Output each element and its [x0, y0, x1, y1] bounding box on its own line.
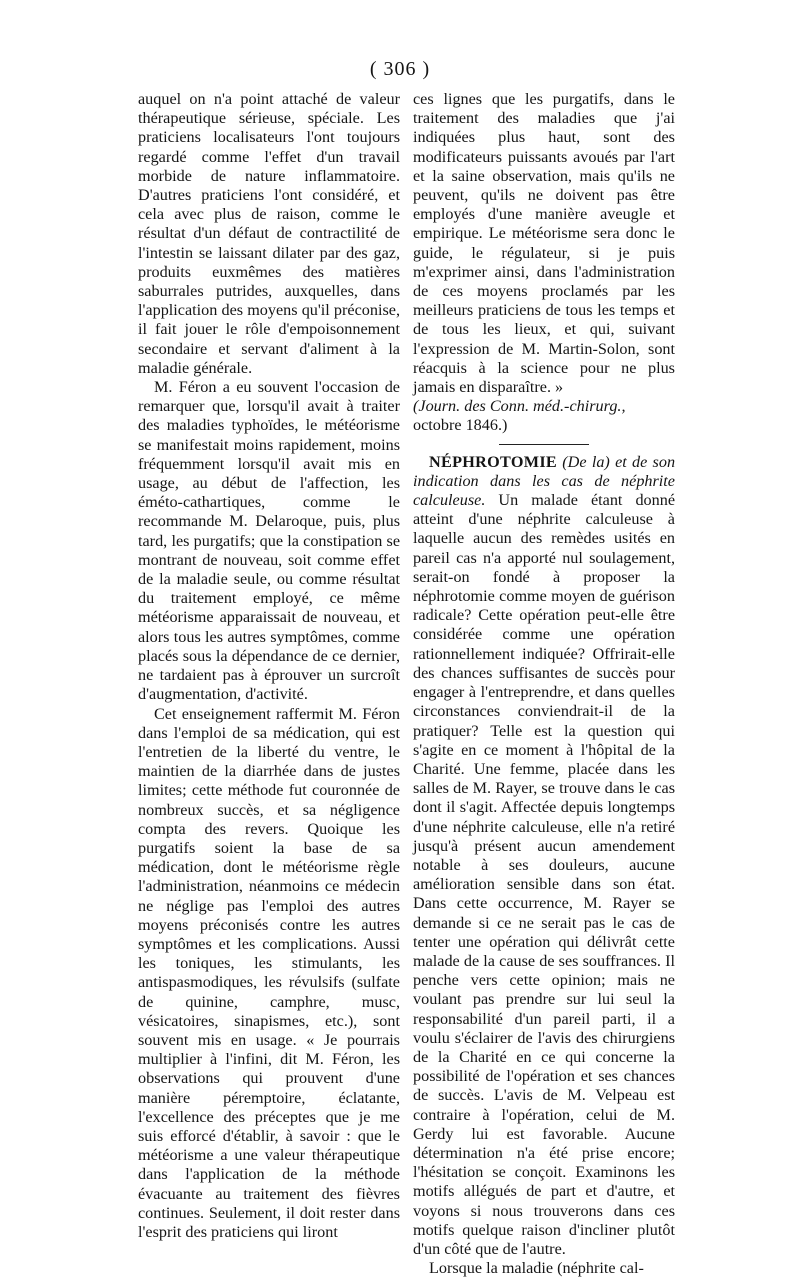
- left-paragraph-1: auquel on n'a point attaché de valeur thérapeutique sérieuse, spéciale. Les praticiens localisateurs l'ont toujours regardé comme l'effet d'un travail morbide de nature inflammatoire. D'autres praticiens l'ont considéré, et cela avec plus de raison, comme le résultat d'un défaut de contractilité de l'intestin se laissant dilater par des gaz, produits euxmêmes des matières saburrales putrides, auxquelles, dans l'application des moyens qu'il préconise, il fait jouer le rôle d'empoisonnement secondaire et servant d'aliment à la maladie générale.: [138, 90, 400, 377]
- left-paragraph-3: Cet enseignement raffermit M. Féron dans l'emploi de sa médication, qui est l'entretien de la liberté du ventre, le maintien de la diarrhée dans de justes limites; cette méthode fut couronnée de nombreux succès, et sa négligence compta des revers. Quoique les purgatifs soient la base de sa médication, dont le météorisme règle l'administration, néanmoins ce médecin ne néglige pas l'emploi des autres moyens préconisés contre les autres symptômes et les complications. Aussi les toniques, les stimulants, les antispasmodiques, les révulsifs (sulfate de quinine, camphre, musc, vésicatoires, sinapismes, etc.), sont souvent mis en usage. « Je pourrais multiplier à l'infini, dit M. Féron, les observations qui prouvent d'une manière péremptoire, éclatante, l'excellence des préceptes que je me suis efforcé d'établir, à savoir : que le météorisme a une valeur thérapeutique dans l'application de la méthode évacuante au traitement des fièvres continues. Seulement, il doit rester dans l'esprit des praticiens qui liront: [138, 704, 400, 1241]
- section-divider: [499, 444, 589, 445]
- journal-citation-date: octobre 1846.): [413, 416, 508, 435]
- section-subheading: et de son indication dans les cas de néphrite calculeuse.: [413, 452, 676, 510]
- right-paragraph-1: [413, 90, 675, 436]
- section-heading-paragraph: [413, 453, 675, 1260]
- left-column: [138, 90, 400, 1242]
- right-paragraph-1-text: ces lignes que les purgatifs, dans le traitement des maladies que j'ai indiquées plus haut, sont des modificateurs puissants avoués par l'art et la saine observation, mais qu'ils ne peuvent, qu'ils ne doivent pas être employés d'une manière aveugle et empirique. Le météorisme sera donc le guide, le régulateur, si je puis m'exprimer ainsi, dans l'administration de ces moyens proclamés par les meilleurs praticiens de tous les temps et de tous les lieux, et qui, suivant l'expression de M. Martin-Solon, sont réacquis à la science pour ne plus jamais en disparaître. »: [413, 90, 675, 397]
- section-heading-paren: (De la): [562, 452, 610, 471]
- page-number: ( 306 ): [369, 58, 431, 80]
- section-heading: NÉPHROTOMIE: [429, 452, 558, 471]
- right-paragraph-3: Lorsque la maladie (néphrite cal-: [429, 1259, 644, 1278]
- right-paragraph-2: Un malade étant donné atteint d'une néphrite calculeuse à laquelle aucun des remèdes usités en pareil cas n'a apporté nul soulagement, serait-on fondé à proposer la néphrotomie comme moyen de guérison radicale? Cette opération peut-elle être considérée comme une opération rationnellement indiquée? Offrirait-elle des chances suffisantes de succès pour engager à l'entreprendre, et dans quelles circonstances conviendrait-il de la pratiquer? Telle est la question qui s'agite en ce moment à l'hôpital de la Charité. Une femme, placée dans les salles de M. Rayer, se trouve dans le cas dont il s'agit. Affectée depuis longtemps d'une néphrite calculeuse, elle n'a retiré jusqu'à présent aucun amendement notable à ses douleurs, aucune amélioration sensible dans son état. Dans cette occurrence, M. Rayer se demande si ce ne serait pas le cas de tenter une opération qui délivrât cette malade de la cause de ses souffrances. Il penche vers cette opinion; mais ne voulant pas prendre sur lui seul la responsabilité d'un pareil parti, il a voulu s'éclairer de l'avis des chirurgiens de la Charité en ce qui concerne la possibilité de l'opération et ses chances de succès. L'avis de M. Velpeau est contraire à l'opération, celui de M. Gerdy lui est favorable. Aucune détermination n'a été prise encore; l'hésitation se conçoit. Examinons les motifs allégués de part et d'autre, et voyons si nous trouverons dans ces motifs quelque raison d'incliner plutôt d'un côté que de l'autre.: [413, 491, 676, 1258]
- right-column: [413, 90, 675, 1278]
- journal-citation: (Journ. des Conn. méd.-chirurg.,: [413, 397, 626, 416]
- left-paragraph-2: M. Féron a eu souvent l'occasion de remarquer que, lorsqu'il avait à traiter des maladies typhoïdes, le météorisme se manifestait moins rapidement, moins fréquemment lorsqu'il avait mis en usage, au début de l'affection, les éméto-cathartiques, comme le recommande M. Delaroque, puis, plus tard, les purgatifs; que la constipation se montrant de nouveau, soit comme effet de la maladie seule, ou comme résultat du traitement employé, ce même météorisme apparaissait de nouveau, et alors tous les autres symptômes, comme placés sous la dépendance de ce dernier, ne tardaient pas à éprouver un surcroît d'augmentation, d'activité.: [138, 378, 400, 704]
